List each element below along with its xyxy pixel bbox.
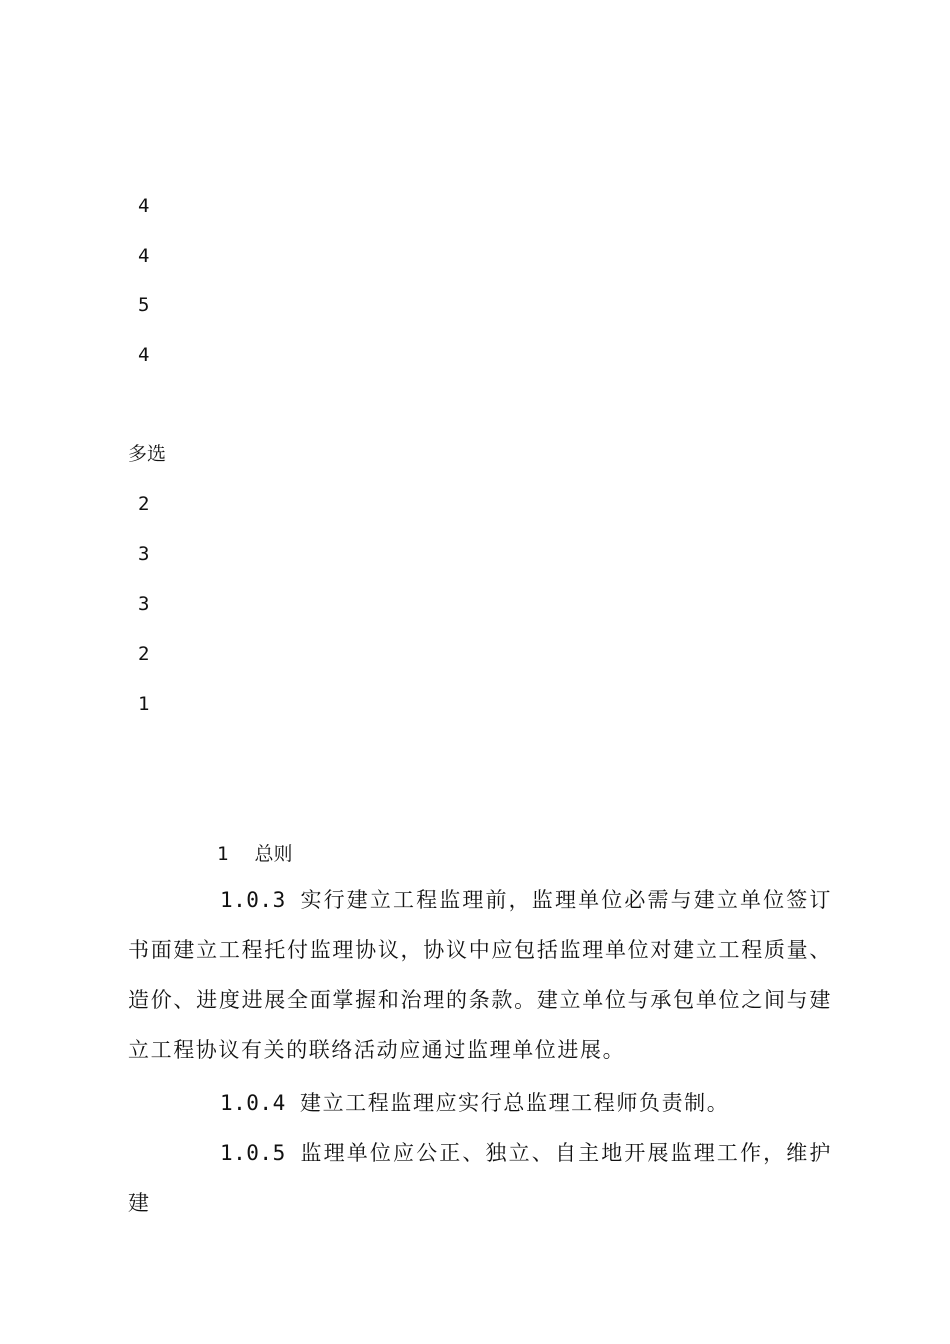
clause-text: 建立工程监理应实行总监理工程师负责制。: [299, 1091, 730, 1115]
single-choice-count-4: 4: [138, 344, 150, 366]
clause-text: 监理单位应公正、独立、自主地开展监理工作，维护建: [128, 1141, 832, 1215]
multi-choice-count-5: 1: [138, 693, 150, 715]
multi-choice-count-3: 3: [138, 593, 150, 615]
section-heading: [217, 842, 292, 866]
multi-choice-count-2: 3: [138, 543, 150, 565]
multi-choice-label: 多选: [128, 443, 167, 465]
section-title: 总则: [254, 843, 293, 865]
clause-1-0-4: [128, 1078, 832, 1128]
section-number: 1: [217, 843, 229, 865]
multi-choice-count-4: 2: [138, 643, 150, 665]
single-choice-count-2: 4: [138, 245, 150, 267]
clause-text: 实行建立工程监理前，监理单位必需与建立单位签订书面建立工程托付监理协议，协议中应包括监理单位对建立工程质量、造价、进度进展全面掌握和治理的条款。建立单位与承包单位之间与建立工程协议有关的联络活动应通过监理单位进展。: [128, 888, 832, 1062]
single-choice-count-1: 4: [138, 195, 150, 217]
clause-id: 1.0.5: [220, 1141, 286, 1165]
clause-id: 1.0.4: [220, 1091, 286, 1115]
clause-1-0-5: [128, 1128, 832, 1228]
clause-id: 1.0.3: [220, 888, 286, 912]
single-choice-count-3: 5: [138, 294, 150, 316]
clause-1-0-3: [128, 875, 832, 1075]
multi-choice-count-1: 2: [138, 493, 150, 515]
